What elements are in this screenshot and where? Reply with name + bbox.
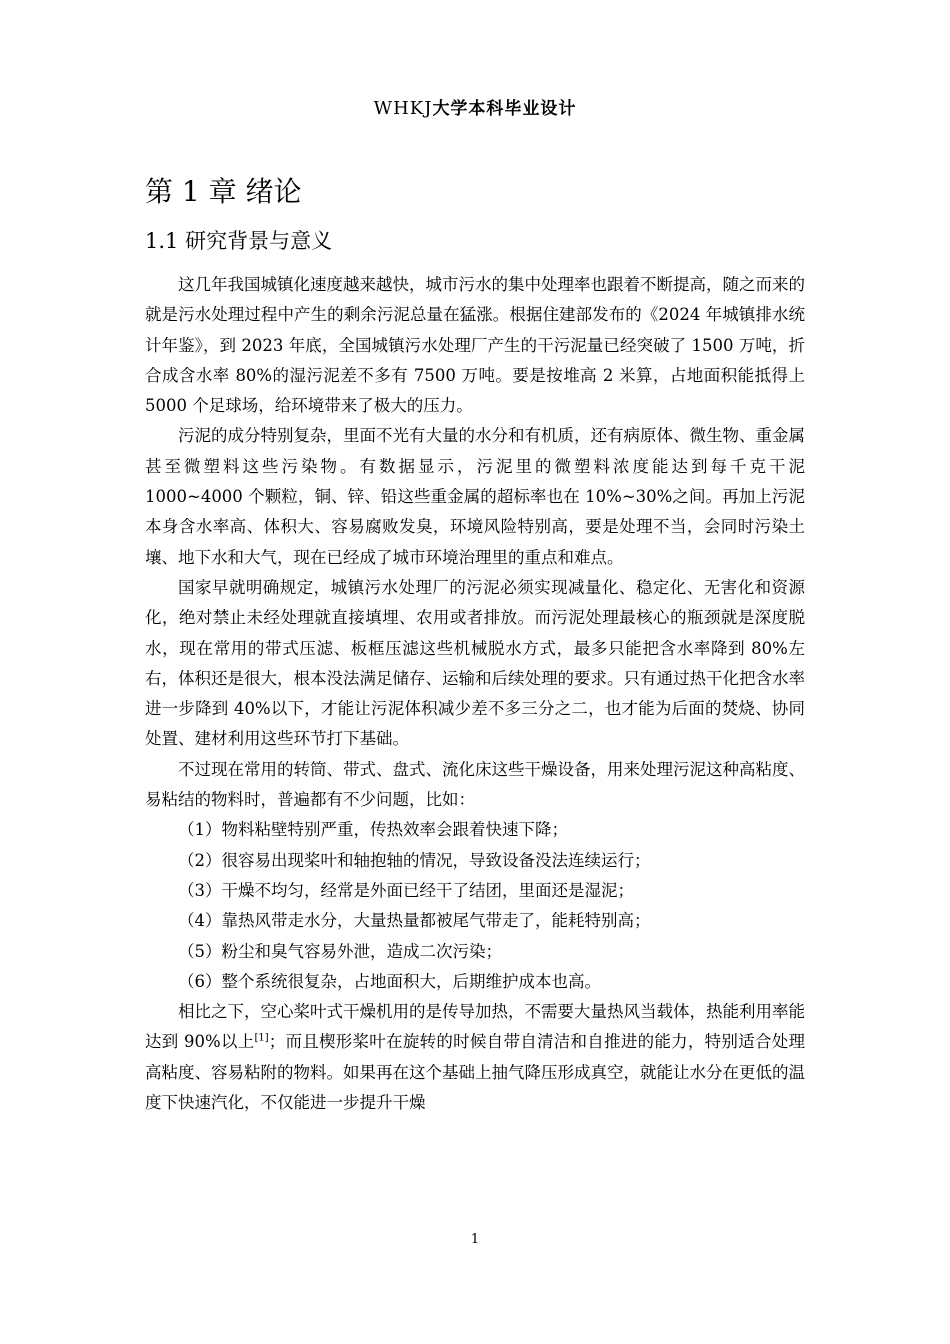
header-prefix: WHKJ — [373, 98, 433, 119]
header-title: 大学本科毕业设计 — [432, 99, 577, 119]
paragraph: 不过现在常用的转筒、带式、盘式、流化床这些干燥设备，用来处理污泥这种高粘度、易粘结的物料时，普遍都有不少问题，比如： — [145, 759, 805, 810]
paragraph: 污泥的成分特别复杂，里面不光有大量的水分和有机质，还有病原体、微生物、重金属甚至微塑料这些污染物。有数据显示，污泥里的微塑料浓度能达到每千克干泥 1000~4000 个颗粒，铜、锌、铅这些重金属的超标率也在 10%~30%之间。再加上污泥本身含水率高、体积大、容易腐败发臭，环境风险特别高，要是处理不当，会同时污染土壤、地下水和大气，现在已经成了城市环境治理里的重点和难点。 — [145, 426, 805, 567]
chapter-title: 第 1 章 绪论 — [145, 175, 302, 208]
list-item: （5）粉尘和臭气容易外泄，造成二次污染； — [178, 941, 502, 961]
body-text — [145, 270, 805, 1118]
paragraph: 国家早就明确规定，城镇污水处理厂的污泥必须实现减量化、稳定化、无害化和资源化，绝对禁止未经处理就直接填埋、农用或者排放。而污泥处理最核心的瓶颈就是深度脱水，现在常用的带式压滤、板框压滤这些机械脱水方式，最多只能把含水率降到 80%左右，体积还是很大，根本没法满足储存、运输和后续处理的要求。只有通过热干化把含水率进一步降到 40%以下，才能让污泥体积减少差不多三分之二，也才能为后面的焚烧、协同处置、建材利用这些环节打下基础。 — [145, 577, 805, 749]
paragraph-text: ；而且楔形桨叶在旋转的时候自带自清洁和自推进的能力，特别适合处理高粘度、容易粘附的物料。如果再在这个基础上抽气降压形成真空，就能让水分在更低的温度下快速汽化，不仅能进一步提升干燥 — [145, 1032, 806, 1113]
section-title: 1.1 研究背景与意义 — [145, 229, 333, 253]
paragraph-final — [145, 997, 805, 1118]
page-header — [0, 94, 950, 119]
paragraph: 这几年我国城镇化速度越来越快，城市污水的集中处理率也跟着不断提高，随之而来的就是污水处理过程中产生的剩余污泥总量在猛涨。根据住建部发布的《2024 年城镇排水统计年鉴》，到 2023 年底，全国城镇污水处理厂产生的干污泥量已经突破了 1500 万吨，折合成含水率 80%的湿污泥差不多有 7500 万吨。要是按堆高 2 米算，占地面积能抵得上 5000 个足球场，给环境带来了极大的压力。 — [145, 275, 805, 416]
list-item: （1）物料粘壁特别严重，传热效率会跟着快速下降； — [178, 820, 568, 840]
list-item: （2）很容易出现桨叶和轴抱轴的情况，导致设备没法连续运行； — [178, 850, 651, 870]
page-number: 1 — [470, 1232, 480, 1247]
list-item: （6）整个系统很复杂，占地面积大，后期维护成本也高。 — [178, 971, 601, 991]
citation-ref[interactable]: [1] — [254, 1032, 269, 1044]
list-item: （4）靠热风带走水分，大量热量都被尾气带走了，能耗特别高； — [178, 911, 651, 931]
paragraph-text: 相比之下，空心桨叶式干燥机用的是传导加热，不需要大量热风当载体，热能利用率能达到 90%以上 — [145, 1002, 805, 1052]
list-item: （3）干燥不均匀，经常是外面已经干了结团，里面还是湿泥； — [178, 880, 634, 900]
